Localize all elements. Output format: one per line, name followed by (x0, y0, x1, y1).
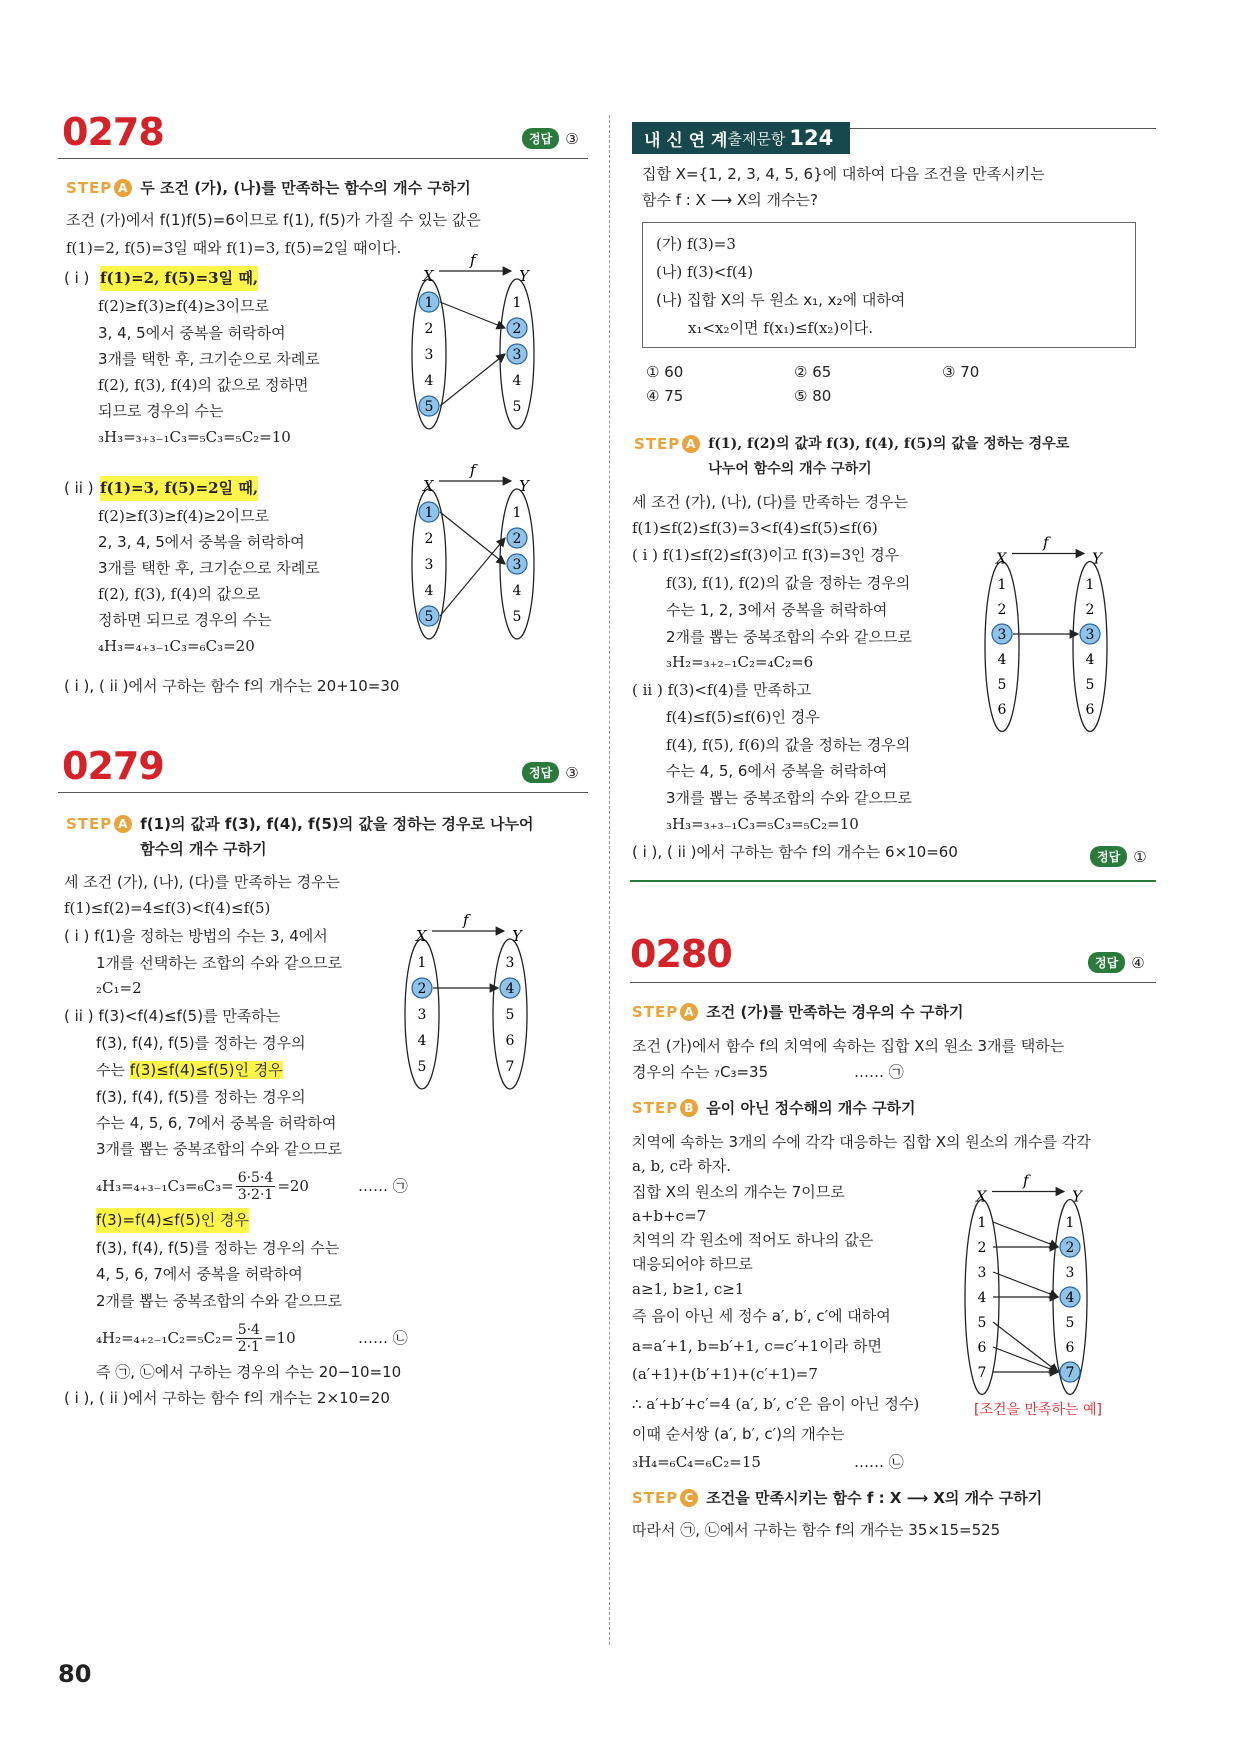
text-line: f(3), f(1), f(2)의 값을 정하는 경우의 (666, 574, 911, 592)
set-x-label: X (976, 1187, 987, 1206)
case-label: ( i ) (64, 269, 90, 287)
linked-problem-banner: 내 신 연 계 출제문항 124 (632, 122, 850, 154)
y-element: 5 (1065, 1315, 1075, 1331)
mapping-arrow (440, 354, 505, 406)
problem-number-0278: 0278 (62, 110, 164, 154)
x-element: 5 (424, 399, 434, 415)
mapping-diagram-5 (958, 1171, 1118, 1408)
x-element: 1 (424, 505, 434, 521)
text-line: f(2), f(3), f(4)의 값으로 정하면 (98, 376, 309, 394)
x-element: 2 (424, 321, 434, 337)
mapping-arrow (993, 1222, 1058, 1247)
answer-badge: 정답 (1088, 952, 1125, 973)
y-element: 1 (1085, 577, 1095, 593)
y-element: 2 (1085, 602, 1095, 618)
x-element: 4 (997, 652, 1007, 668)
conclusion: 따라서 ㉠, ㉡에서 구하는 함수 f의 개수는 35×15=525 (632, 1521, 1001, 1539)
x-element: 2 (997, 602, 1007, 618)
text-line: 즉 음이 아닌 세 정수 a′, b′, c′에 대하여 (632, 1307, 891, 1325)
x-element: 6 (997, 702, 1007, 718)
case-highlight: f(3)=f(4)≤f(5)인 경우 (96, 1208, 249, 1233)
set-y-label: Y (1092, 549, 1102, 568)
mapping-arrow (993, 1272, 1058, 1297)
question-line: 집합 X={1, 2, 3, 4, 5, 6}에 대하여 다음 조건을 만족시키는 (642, 165, 1045, 183)
mapping-arrow (440, 538, 505, 616)
x-element: 1 (977, 1215, 987, 1231)
f-label: f (463, 911, 469, 929)
text-line: 수는 4, 5, 6에서 중복을 허락하여 (666, 762, 888, 780)
y-element: 3 (1085, 627, 1095, 643)
x-element: 3 (424, 347, 434, 363)
x-element: 4 (424, 583, 434, 599)
mark-b: …… ㉡ (854, 1453, 904, 1471)
case-label: ( ii ) (64, 479, 94, 497)
f-label: f (1023, 1171, 1029, 1190)
set-y-label: Y (519, 477, 529, 495)
text-line: 3개를 뽑는 중복조합의 수와 같으므로 (96, 1140, 342, 1158)
text-line: 수는 4, 5, 6, 7에서 중복을 허락하여 (96, 1114, 337, 1132)
text-line: f(3), f(4), f(5)를 정하는 경우의 수는 (96, 1239, 340, 1257)
x-element: 5 (417, 1059, 427, 1075)
text-line: f(1)≤f(2)=4≤f(3)<f(4)≤f(5) (64, 899, 271, 917)
condition: x₁<x₂이면 f(x₁)≤f(x₂)이다. (688, 319, 874, 337)
y-element: 5 (512, 609, 522, 625)
x-element: 5 (977, 1315, 987, 1331)
y-element: 7 (1065, 1365, 1075, 1381)
problem-number-0280: 0280 (630, 932, 732, 976)
text-line: f(2)≥f(3)≥f(4)≥3이므로 (98, 297, 270, 315)
mark-b: …… ㉡ (358, 1329, 408, 1347)
step-a-heading: STEP A 두 조건 (가), (나)를 만족하는 함수의 개수 구하기 (66, 179, 471, 197)
text-line: f(4), f(5), f(6)의 값을 정하는 경우의 (666, 736, 911, 754)
text-line: f(3), f(4), f(5)를 정하는 경우의 (96, 1034, 306, 1052)
text-line: 조건 (가)에서 함수 f의 치역에 속하는 집합 X의 원소 3개를 택하는 (632, 1037, 1065, 1055)
y-element: 4 (512, 373, 522, 389)
text-line: f(3), f(4), f(5)를 정하는 경우의 (96, 1088, 306, 1106)
formula: ₃H₃=₃₊₃₋₁C₃=₅C₃=₅C₂=10 (666, 815, 859, 833)
text-line: 경우의 수는 ₇C₃=35 (632, 1063, 769, 1081)
formula: ₂C₁=2 (96, 979, 142, 997)
text-line: 수는 f(3)≤f(4)≤f(5)인 경우 (96, 1061, 283, 1079)
text-line: f(2)≥f(3)≥f(4)≥2이므로 (98, 507, 270, 525)
text-line: 2개를 뽑는 중복조합의 수와 같으므로 (666, 628, 912, 646)
x-element: 2 (977, 1240, 987, 1256)
set-y-label: Y (512, 927, 522, 945)
y-element: 1 (512, 505, 522, 521)
case-highlight: f(3)≤f(4)≤f(5)인 경우 (129, 1061, 283, 1079)
y-element: 2 (1065, 1240, 1075, 1256)
text-line: 2개를 뽑는 중복조합의 수와 같으므로 (96, 1292, 342, 1310)
text-line: 이때 순서쌍 (a′, b′, c′)의 개수는 (632, 1425, 845, 1443)
section-divider (58, 158, 588, 159)
page-number: 80 (58, 1660, 92, 1688)
formula: ₄H₃=₄₊₃₋₁C₃=₆C₃= $\frac{6\cdot 5\cdot 4}{3\cdot 2\cdot 1}$ =20 (96, 1170, 309, 1203)
mapping-diagram-1 (405, 251, 565, 468)
mapping-arrow (993, 1322, 1058, 1372)
mapping-diagram-3 (398, 911, 558, 1128)
answer-badge: 정답 (1090, 846, 1127, 867)
x-element: 1 (997, 577, 1007, 593)
step-a-heading: STEP A f(1), f(2)의 값과 f(3), f(4), f(5)의 값을 정하는 경우로 나누어 함수의 개수 구하기 (634, 435, 1070, 477)
formula: ₃H₃=₃₊₃₋₁C₃=₅C₃=₅C₂=10 (98, 428, 291, 446)
x-element: 4 (977, 1290, 987, 1306)
step-a-heading: STEP A f(1)의 값과 f(3), f(4), f(5)의 값을 정하는 경우로 나누어 함수의 개수 구하기 (66, 815, 534, 858)
choice: ② 65 (794, 363, 832, 381)
y-element: 3 (505, 955, 515, 971)
y-element: 6 (505, 1033, 515, 1049)
y-element: 6 (1085, 702, 1095, 718)
x-element: 2 (424, 531, 434, 547)
text-line: ( i ) f(1)≤f(2)≤f(3)이고 f(3)=3인 경우 (632, 546, 900, 564)
text-line: f(4)≤f(5)≤f(6)인 경우 (666, 708, 820, 726)
y-element: 4 (505, 981, 515, 997)
text-line: 수는 1, 2, 3에서 중복을 허락하여 (666, 601, 888, 619)
condition: (나) f(3)<f(4) (656, 263, 754, 281)
text-line: (a′+1)+(b′+1)+(c′+1)=7 (632, 1365, 818, 1383)
f-label: f (1043, 533, 1049, 552)
y-element: 4 (512, 583, 522, 599)
text-line: 조건 (가)에서 f(1)f(5)=6이므로 f(1), f(5)가 가질 수 있는 값은 (66, 211, 481, 229)
step-a-heading: STEP A 조건 (가)를 만족하는 경우의 수 구하기 (632, 1003, 964, 1021)
set-y-label: Y (519, 267, 529, 285)
example-caption: [조건을 만족하는 예] (974, 1402, 1103, 1418)
text-line: 3개를 택한 후, 크기순으로 차례로 (98, 350, 320, 368)
text-line: 치역에 속하는 3개의 수에 각각 대응하는 집합 X의 원소의 개수를 각각 (632, 1133, 1091, 1151)
choice: ⑤ 80 (794, 387, 832, 405)
condition: (나) 집합 X의 두 원소 x₁, x₂에 대하여 (656, 291, 906, 309)
text-line: ( ii ) f(3)<f(4)를 만족하고 (632, 681, 811, 699)
choice: ④ 75 (646, 387, 684, 405)
x-element: 3 (424, 557, 434, 573)
answer-value: ③ (565, 763, 579, 782)
y-element: 5 (1085, 677, 1095, 693)
x-element: 3 (997, 627, 1007, 643)
text-line: 세 조건 (가), (나), (다)를 만족하는 경우는 (632, 493, 909, 511)
conclusion: ( i ), ( ii )에서 구하는 함수 f의 개수는 6×10=60 (632, 843, 958, 861)
column-divider (609, 115, 610, 1645)
conclusion: ( i ), ( ii )에서 구하는 함수 f의 개수는 20+10=30 (64, 677, 400, 695)
mapping-diagram-4 (978, 533, 1138, 770)
text-line: a+b+c=7 (632, 1207, 707, 1225)
text-line: 대응되어야 하므로 (632, 1255, 753, 1273)
condition: (가) f(3)=3 (656, 235, 736, 253)
f-label: f (470, 251, 476, 269)
mapping-diagram-2 (405, 461, 565, 678)
x-element: 1 (424, 295, 434, 311)
y-element: 1 (1065, 1215, 1075, 1231)
x-element: 4 (417, 1033, 427, 1049)
y-element: 3 (1065, 1265, 1075, 1281)
banner-rule (850, 128, 1156, 129)
text-line: ( i ) f(1)을 정하는 방법의 수는 3, 4에서 (64, 927, 328, 945)
problem-number-0279: 0279 (62, 744, 164, 788)
x-element: 5 (997, 677, 1007, 693)
y-element: 3 (512, 557, 522, 573)
text-line: f(1)=2, f(5)=3일 때와 f(1)=3, f(5)=2일 때이다. (66, 239, 402, 257)
set-x-label: X (996, 549, 1007, 568)
f-label: f (470, 461, 476, 479)
mark-a: …… ㉠ (358, 1177, 408, 1195)
y-element: 5 (512, 399, 522, 415)
text-line: a≥1, b≥1, c≥1 (632, 1280, 745, 1298)
choice: ① 60 (646, 363, 684, 381)
y-element: 2 (512, 531, 522, 547)
formula: ₃H₄=₆C₄=₆C₂=15 (632, 1453, 761, 1471)
text-line: 정하면 되므로 경우의 수는 (98, 611, 272, 629)
case-highlight: f(1)=2, f(5)=3일 때, (100, 266, 258, 291)
conclusion: ( i ), ( ii )에서 구하는 함수 f의 개수는 2×10=20 (64, 1389, 390, 1407)
x-element: 3 (417, 1007, 427, 1023)
y-element: 1 (512, 295, 522, 311)
y-element: 4 (1065, 1290, 1075, 1306)
x-element: 2 (417, 981, 427, 997)
step-b-heading: STEP B 음이 아닌 정수해의 개수 구하기 (632, 1099, 916, 1117)
answer-0279 (522, 762, 579, 783)
y-element: 6 (1065, 1340, 1075, 1356)
text-line: f(2), f(3), f(4)의 값으로 (98, 585, 261, 603)
text-line: 3개를 뽑는 중복조합의 수와 같으므로 (666, 789, 912, 807)
text-line: ∴ a′+b′+c′=4 (a′, b′, c′은 음이 아닌 정수) (632, 1395, 920, 1413)
x-element: 4 (424, 373, 434, 389)
step-c-heading: STEP C 조건을 만족시키는 함수 f : X ⟶ X의 개수 구하기 (632, 1489, 1043, 1507)
formula: ₃H₂=₃₊₂₋₁C₂=₄C₂=6 (666, 653, 814, 671)
mapping-arrow (993, 1347, 1058, 1372)
text-line: 3개를 택한 후, 크기순으로 차례로 (98, 559, 320, 577)
answer-badge: 정답 (522, 128, 559, 149)
section-divider (630, 880, 1156, 882)
mark-a: …… ㉠ (854, 1063, 904, 1081)
text-line: 치역의 각 원소에 적어도 하나의 값은 (632, 1231, 874, 1249)
text-line: 세 조건 (가), (나), (다)를 만족하는 경우는 (64, 873, 341, 891)
x-element: 5 (424, 609, 434, 625)
set-x-label: X (423, 267, 434, 285)
text-line: 집합 X의 원소의 개수는 7이므로 (632, 1183, 845, 1201)
x-element: 7 (977, 1365, 987, 1381)
answer-value: ① (1133, 847, 1147, 866)
mapping-arrow (440, 512, 505, 564)
answer-value: ③ (565, 129, 579, 148)
answer-0278 (522, 128, 579, 149)
text-line: f(1)≤f(2)≤f(3)=3<f(4)≤f(5)≤f(6) (632, 519, 878, 537)
text-line: 2, 3, 4, 5에서 중복을 허락하여 (98, 533, 305, 551)
formula: ₄H₂=₄₊₂₋₁C₂=₅C₂= $\frac{5\cdot 4}{2\cdot 1}$ =10 (96, 1322, 296, 1355)
y-element: 7 (505, 1059, 515, 1075)
text-line: 즉 ㉠, ㉡에서 구하는 경우의 수는 20−10=10 (96, 1363, 402, 1381)
text-line: a, b, c라 하자. (632, 1157, 732, 1175)
set-x-label: X (423, 477, 434, 495)
mapping-arrow (440, 302, 505, 328)
y-element: 4 (1085, 652, 1095, 668)
text-line: 1개를 선택하는 조합의 수와 같으므로 (96, 954, 342, 972)
x-element: 3 (977, 1265, 987, 1281)
set-y-label: Y (1072, 1187, 1082, 1206)
y-element: 5 (505, 1007, 515, 1023)
text-line: 3, 4, 5에서 중복을 허락하여 (98, 324, 286, 342)
y-element: 2 (512, 321, 522, 337)
section-divider (630, 982, 1156, 983)
x-element: 1 (417, 955, 427, 971)
text-line: a=a′+1, b=b′+1, c=c′+1이라 하면 (632, 1337, 882, 1355)
answer-0280 (1088, 952, 1145, 973)
answer-124 (1090, 846, 1147, 867)
formula: ₄H₃=₄₊₃₋₁C₃=₆C₃=20 (98, 637, 255, 655)
answer-badge: 정답 (522, 762, 559, 783)
text-line: 4, 5, 6, 7에서 중복을 허락하여 (96, 1265, 303, 1283)
question-line: 함수 f : X ⟶ X의 개수는? (642, 191, 818, 209)
text-line: 되므로 경우의 수는 (98, 402, 224, 420)
choice: ③ 70 (942, 363, 980, 381)
y-element: 3 (512, 347, 522, 363)
set-x-label: X (416, 927, 427, 945)
x-element: 6 (977, 1340, 987, 1356)
section-divider (58, 792, 588, 793)
text-line: ( ii ) f(3)<f(4)≤f(5)를 만족하는 (64, 1007, 281, 1025)
case-highlight: f(1)=3, f(5)=2일 때, (100, 476, 258, 501)
answer-value: ④ (1131, 953, 1145, 972)
